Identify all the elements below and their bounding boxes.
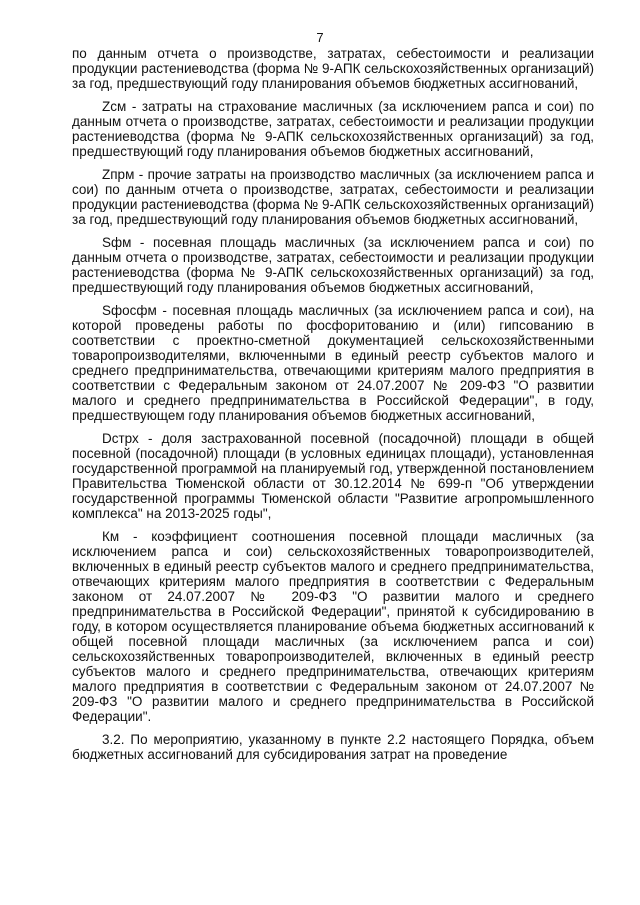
paragraph-dstrh-definition: Dстрх - доля застрахованной посевной (посадочной) площади в общей посевной (посадочной) площади (в условных единицах площади), установленная государственной программой на планируемый год, утвержденной постановлением Правительства Тюменской области от 30.12.2014 № 699-п "Об утверждении государственной программы Тюменской области "Развитие агропромышленного комплекса" на 2013-2025 годы", [72,431,594,521]
paragraph-zsm-definition: Zсм - затраты на страхование масличных (за исключением рапса и сои) по данным отчета о производстве, затратах, себестоимости и реализации продукции растениеводства (форма № 9-АПК сельскохозяйственных организаций) за год, предшествующий году планирования объемов бюджетных ассигнований, [72,99,594,159]
paragraph-sfosfm-definition: Sфосфм - посевная площадь масличных (за исключением рапса и сои), на которой проведены работы по фосфоритованию и (или) гипсованию в соответствии с проектно-сметной документацией сельскохозяйственными товаропроизводителями, включенными в единый реестр субъектов малого и среднего предпринимательства, отвечающими критериям малого предприятия в соответствии с Федеральным законом от 24.07.2007 № 209-ФЗ "О развитии малого и среднего предпринимательства в Российской Федерации", в году, предшествующем году планирования объемов бюджетных ассигнований, [72,303,594,423]
document-body [72,46,594,770]
paragraph-sfm-definition: Sфм - посевная площадь масличных (за исключением рапса и сои) по данным отчета о производстве, затратах, себестоимости и реализации продукции растениеводства (форма № 9-АПК сельскохозяйственных организаций) за год, предшествующий году планирования объемов бюджетных ассигнований, [72,235,594,295]
paragraph: по данным отчета о производстве, затратах, себестоимости и реализации продукции растениеводства (форма № 9-АПК сельскохозяйственных организаций) за год, предшествующий году планирования объемов бюджетных ассигнований, [72,46,594,91]
paragraph-km-definition: Км - коэффициент соотношения посевной площади масличных (за исключением рапса и сои) сельскохозяйственных товаропроизводителей, включенных в единый реестр субъектов малого и среднего предпринимательства, отвечающих критериям малого предприятия в соответствии с Федеральным законом от 24.07.2007 № 209-ФЗ "О развитии малого и среднего предпринимательства в Российской Федерации", принятой к субсидированию в году, в котором осуществляется планирование объема бюджетных ассигнований к общей посевной площади масличных (за исключением рапса и сои) сельскохозяйственных товаропроизводителей, включенных в единый реестр субъектов малого и среднего предпринимательства, отвечающих критериям малого предприятия в соответствии с Федеральным законом от 24.07.2007 № 209-ФЗ "О развитии малого и среднего предпринимательства в Российской Федерации". [72,529,594,724]
paragraph-zprm-definition: Zпрм - прочие затраты на производство масличных (за исключением рапса и сои) по данным отчета о производстве, затратах, себестоимости и реализации продукции растениеводства (форма № 9-АПК сельскохозяйственных организаций) за год, предшествующий году планирования объемов бюджетных ассигнований, [72,167,594,227]
paragraph-section-3-2: 3.2. По мероприятию, указанному в пункте 2.2 настоящего Порядка, объем бюджетных ассигнований для субсидирования затрат на проведение [72,732,594,762]
page-number: 7 [316,30,324,45]
